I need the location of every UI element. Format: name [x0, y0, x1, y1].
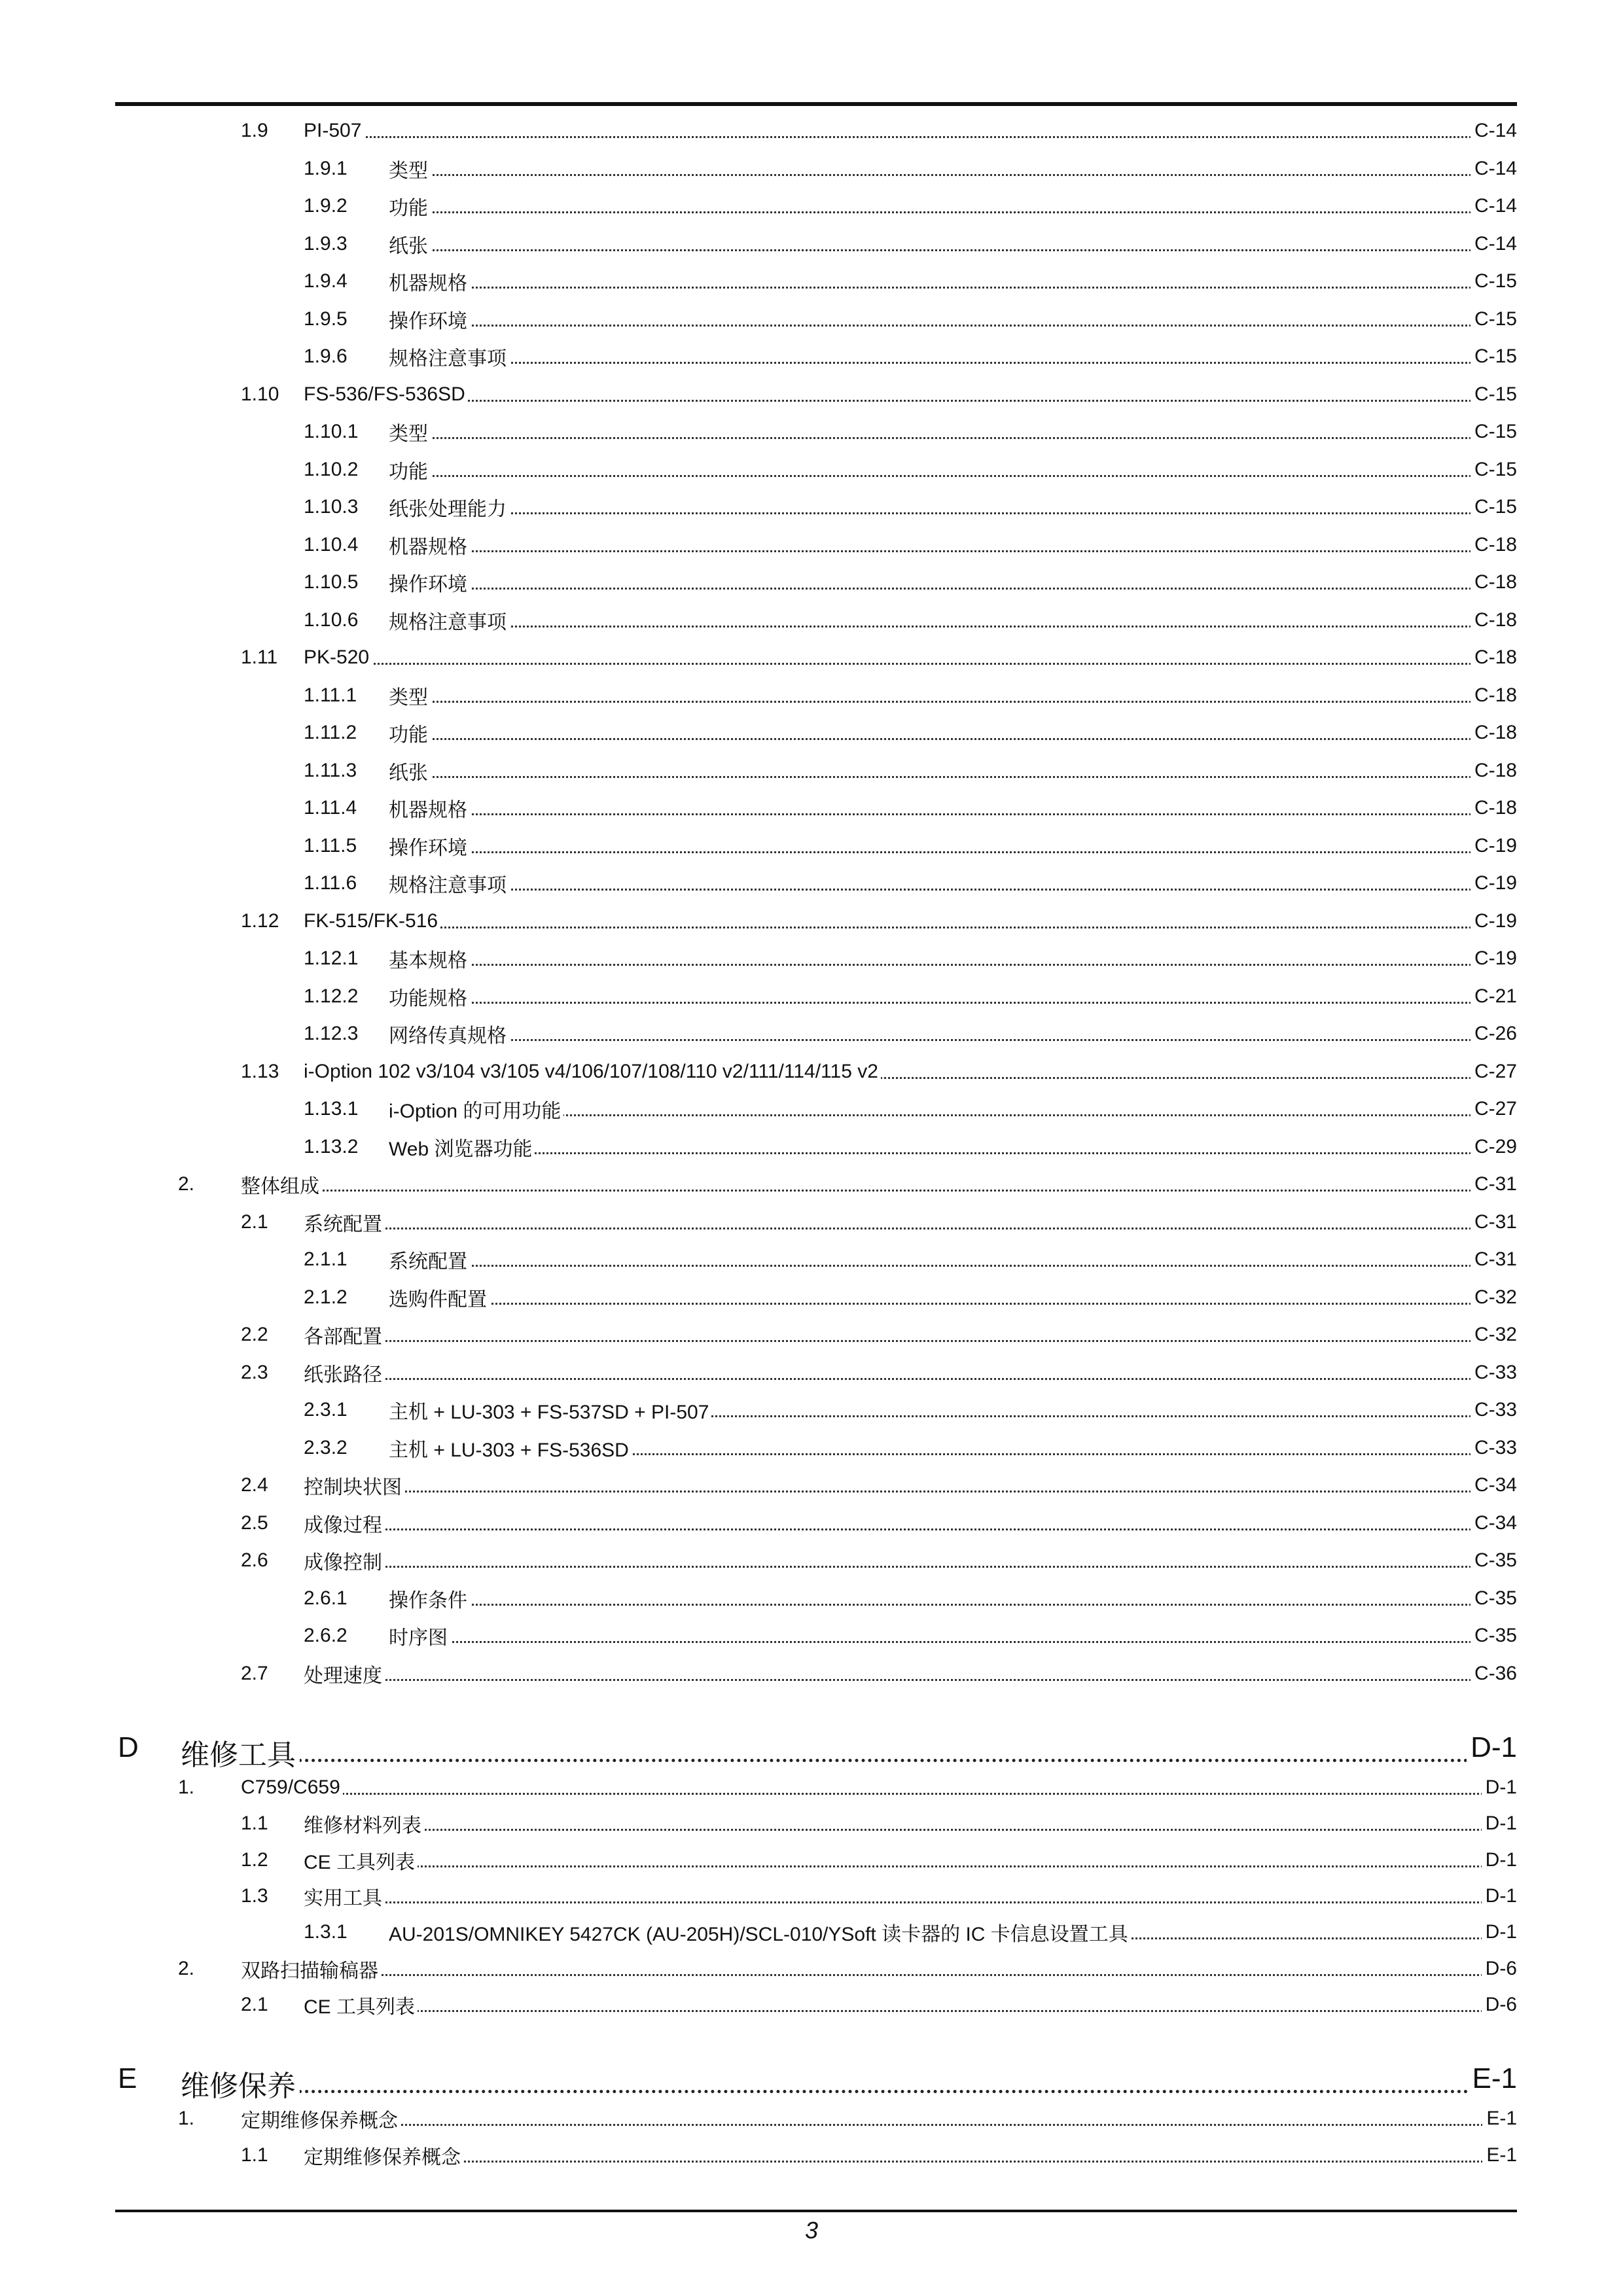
- toc-entry[interactable]: [0, 1394, 1623, 1426]
- dot-leader: [389, 361, 1514, 364]
- toc-entry-page: C-15: [1471, 308, 1517, 330]
- toc-entry[interactable]: [0, 1207, 1623, 1238]
- toc-entry[interactable]: [0, 567, 1623, 598]
- toc-entry[interactable]: [0, 153, 1623, 185]
- toc-entry-title: 定期维修保养概念: [304, 2141, 463, 2170]
- toc-entry[interactable]: [0, 1244, 1623, 1275]
- toc-entry-page: D-6: [1482, 1994, 1517, 2016]
- toc-entry[interactable]: [0, 2140, 1623, 2171]
- toc-entry[interactable]: [0, 454, 1623, 486]
- toc-entry[interactable]: [0, 266, 1623, 297]
- toc-entry-title: 基本规格: [389, 944, 470, 973]
- dot-leader: [304, 398, 1514, 402]
- toc-entry[interactable]: [0, 1808, 1623, 1839]
- toc-entry-number: 2.: [178, 1958, 195, 1979]
- toc-entry[interactable]: [0, 1989, 1623, 2021]
- toc-entry-page: C-34: [1471, 1474, 1517, 1496]
- toc-entry[interactable]: [0, 1845, 1623, 1876]
- toc-entry-title: i-Option 的可用功能: [389, 1095, 563, 1123]
- dot-leader: [389, 963, 1514, 966]
- section-title: 维修保养: [181, 2062, 300, 2104]
- toc-entry-number: 1.: [178, 2108, 195, 2129]
- toc-entry-number: 2.1: [241, 1211, 268, 1233]
- toc-entry-page: C-32: [1471, 1324, 1517, 1346]
- dot-leader: [389, 624, 1514, 627]
- toc-entry[interactable]: [0, 190, 1623, 222]
- toc-entry-number: 2.1.1: [304, 1248, 348, 1270]
- toc-entry-page: E-1: [1482, 2108, 1517, 2130]
- toc-entry-title: 主机 + LU-303 + FS-536SD: [389, 1434, 632, 1462]
- toc-entry-number: 1.9.5: [304, 308, 348, 330]
- toc-entry-page: D-1: [1482, 1849, 1517, 1871]
- toc-entry-page: C-36: [1471, 1663, 1517, 1685]
- toc-entry[interactable]: [0, 491, 1623, 523]
- toc-entry[interactable]: [0, 1319, 1623, 1351]
- toc-entry-page: C-19: [1471, 872, 1517, 894]
- toc-entry-page: C-33: [1471, 1399, 1517, 1421]
- toc-entry[interactable]: [0, 1093, 1623, 1125]
- toc-entry-number: 1.12.2: [304, 985, 359, 1007]
- dot-leader: [241, 2123, 1514, 2126]
- dot-leader: [304, 1489, 1514, 1492]
- toc-entry-number: 1.3.1: [304, 1921, 348, 1943]
- toc-entry[interactable]: [0, 680, 1623, 711]
- toc-entry-title: 纸张处理能力: [389, 493, 509, 521]
- toc-entry[interactable]: [0, 605, 1623, 636]
- toc-entry-page: C-19: [1471, 835, 1517, 857]
- toc-entry-title: 类型: [389, 417, 431, 446]
- toc-entry-page: D-6: [1482, 1958, 1517, 1980]
- dot-leader: [389, 210, 1514, 213]
- dot-leader: [304, 2009, 1514, 2012]
- toc-entry-title: 类型: [389, 681, 431, 710]
- toc-entry-number: 1.13.2: [304, 1136, 359, 1157]
- toc-entry-title: 操作环境: [389, 305, 470, 334]
- toc-entry-title: 操作条件: [389, 1584, 470, 1613]
- toc-entry[interactable]: [0, 868, 1623, 899]
- dot-leader: [389, 775, 1514, 778]
- toc-entry-title: 规格注意事项: [389, 342, 509, 371]
- toc-entry-title: i-Option 102 v3/104 v3/105 v4/106/107/108/110 v2/111/114/115 v2: [304, 1061, 881, 1083]
- toc-entry-page: C-35: [1471, 1587, 1517, 1610]
- dot-leader: [181, 2089, 1514, 2093]
- dot-leader: [389, 323, 1514, 327]
- section-page: D-1: [1467, 1731, 1517, 1764]
- dot-leader: [389, 737, 1514, 740]
- toc-entry-title: CE 工具列表: [304, 1846, 418, 1875]
- section-title: 维修工具: [181, 1731, 300, 1773]
- toc-entry-title: 整体组成: [241, 1170, 322, 1199]
- toc-entry-title: 机器规格: [389, 531, 470, 559]
- toc-entry[interactable]: [0, 1583, 1623, 1614]
- toc-entry-title: 机器规格: [389, 267, 470, 296]
- toc-entry-number: 1.10.1: [304, 421, 359, 442]
- toc-entry-number: 1.11.2: [304, 722, 357, 743]
- toc-entry-page: C-18: [1471, 646, 1517, 669]
- toc-entry-page: E-1: [1482, 2144, 1517, 2166]
- toc-entry-page: C-18: [1471, 534, 1517, 556]
- section-letter: E: [118, 2062, 137, 2094]
- toc-entry-title: 网络传真规格: [389, 1019, 509, 1048]
- toc-entry[interactable]: [0, 906, 1623, 937]
- toc-entry[interactable]: [0, 228, 1623, 260]
- header-rule: [115, 102, 1517, 106]
- toc-entry-page: C-14: [1471, 195, 1517, 217]
- toc-entry-page: C-21: [1471, 985, 1517, 1008]
- dot-leader: [389, 586, 1514, 590]
- dot-leader: [389, 173, 1514, 176]
- toc-entry[interactable]: [0, 1357, 1623, 1388]
- dot-leader: [304, 1339, 1514, 1342]
- toc-entry-number: 1.9.6: [304, 345, 348, 367]
- toc-entry-title: 功能: [389, 455, 431, 484]
- toc-entry-title: 系统配置: [389, 1245, 470, 1274]
- dot-leader: [389, 1301, 1514, 1305]
- dot-leader: [241, 1188, 1514, 1192]
- toc-entry-title: AU-201S/OMNIKEY 5427CK (AU-205H)/SCL-010/YSoft 读卡器的 IC 卡信息设置工具: [389, 1918, 1131, 1947]
- toc-entry-number: 1.2: [241, 1849, 268, 1871]
- toc-entry[interactable]: [0, 792, 1623, 824]
- toc-entry-title: 实用工具: [304, 1882, 385, 1911]
- dot-leader: [389, 474, 1514, 477]
- toc-entry[interactable]: [0, 1131, 1623, 1163]
- toc-entry-title: PI-507: [304, 120, 364, 142]
- toc-entry[interactable]: [0, 1620, 1623, 1651]
- toc-entry[interactable]: [0, 1881, 1623, 1912]
- toc-entry-title: Web 浏览器功能: [389, 1133, 535, 1161]
- toc-entry-title: 控制块状图: [304, 1471, 404, 1500]
- toc-entry[interactable]: [0, 1658, 1623, 1689]
- dot-leader: [389, 436, 1514, 439]
- section-heading[interactable]: [0, 2058, 1623, 2100]
- toc-entry-title: 系统配置: [304, 1208, 385, 1237]
- toc-entry-number: 2.1.2: [304, 1286, 348, 1308]
- toc-entry-page: C-15: [1471, 345, 1517, 368]
- toc-entry[interactable]: [0, 943, 1623, 974]
- toc-entry-number: 1.10.3: [304, 496, 359, 518]
- section-heading[interactable]: [0, 1727, 1623, 1769]
- toc-entry-number: 1.11.1: [304, 684, 357, 706]
- toc-entry[interactable]: [0, 1432, 1623, 1464]
- toc-entry-number: 1.11.6: [304, 872, 357, 894]
- toc-entry[interactable]: [0, 341, 1623, 372]
- toc-entry-number: 1.10.6: [304, 609, 359, 631]
- toc-entry-title: FK-515/FK-516: [304, 910, 440, 932]
- toc-entry-page: C-27: [1471, 1098, 1517, 1120]
- toc-entry-page: C-34: [1471, 1512, 1517, 1534]
- toc-entry-page: C-15: [1471, 421, 1517, 443]
- toc-entry-title: 操作环境: [389, 568, 470, 597]
- toc-entry-number: 2.6.2: [304, 1625, 348, 1646]
- dot-leader: [304, 2159, 1514, 2163]
- dot-leader: [304, 1377, 1514, 1380]
- dot-leader: [389, 850, 1514, 853]
- toc-entry-title: 类型: [389, 154, 431, 183]
- toc-entry-page: C-35: [1471, 1625, 1517, 1647]
- toc-entry-title: 纸张路径: [304, 1358, 385, 1387]
- toc-entry-page: C-18: [1471, 760, 1517, 782]
- toc-entry-page: C-19: [1471, 910, 1517, 932]
- toc-entry-page: C-35: [1471, 1549, 1517, 1572]
- toc-entry-page: C-15: [1471, 459, 1517, 481]
- toc-entry-page: C-29: [1471, 1136, 1517, 1158]
- toc-entry-number: 2.4: [241, 1474, 268, 1496]
- toc-entry-number: 1.11.3: [304, 760, 357, 781]
- toc-entry-page: C-31: [1471, 1211, 1517, 1233]
- toc-entry[interactable]: [0, 416, 1623, 448]
- toc-entry-title: 规格注意事项: [389, 869, 509, 898]
- toc-entry-page: D-1: [1482, 1776, 1517, 1799]
- toc-entry[interactable]: [0, 1470, 1623, 1501]
- toc-entry-number: 1.9: [241, 120, 268, 141]
- toc-entry-number: 1.10: [241, 383, 279, 405]
- toc-entry-page: C-18: [1471, 722, 1517, 744]
- dot-leader: [304, 1527, 1514, 1530]
- toc-entry[interactable]: [0, 1508, 1623, 1539]
- toc-entry-page: C-18: [1471, 609, 1517, 631]
- toc-entry-title: 规格注意事项: [389, 606, 509, 635]
- toc-entry-number: 1.9.4: [304, 270, 348, 292]
- toc-entry[interactable]: [0, 642, 1623, 673]
- dot-leader: [389, 1640, 1514, 1643]
- toc-entry[interactable]: [0, 1916, 1623, 1948]
- toc-entry-number: 1.11: [241, 646, 278, 668]
- toc-entry[interactable]: [0, 1282, 1623, 1313]
- dot-leader: [389, 1151, 1514, 1154]
- dot-leader: [304, 1226, 1514, 1229]
- toc-entry[interactable]: [0, 1169, 1623, 1200]
- toc-entry[interactable]: [0, 529, 1623, 561]
- toc-entry-title: 机器规格: [389, 794, 470, 822]
- toc-entry-number: 2.6: [241, 1549, 268, 1571]
- dot-leader: [389, 887, 1514, 891]
- toc-entry-page: C-18: [1471, 797, 1517, 819]
- toc-entry-number: 1.10.4: [304, 534, 359, 556]
- toc-entry-number: 1.10.5: [304, 571, 359, 593]
- page-number: 3: [804, 2217, 819, 2244]
- dot-leader: [389, 1038, 1514, 1041]
- toc-entry-title: 纸张: [389, 230, 431, 258]
- toc-entry-number: 1.12.1: [304, 947, 359, 969]
- toc-entry-number: 1.10.2: [304, 459, 359, 480]
- toc-entry-number: 1.3: [241, 1885, 268, 1907]
- toc-entry[interactable]: [0, 755, 1623, 786]
- dot-leader: [241, 1792, 1514, 1795]
- toc-entry-number: 1.13: [241, 1061, 279, 1082]
- dot-leader: [389, 812, 1514, 815]
- toc-entry-page: C-27: [1471, 1061, 1517, 1083]
- footer-rule: [115, 2210, 1517, 2212]
- toc-entry-number: 2.3.1: [304, 1399, 348, 1421]
- dot-leader: [304, 925, 1514, 928]
- toc-entry-number: 1.9.2: [304, 195, 348, 217]
- toc-entry-page: C-26: [1471, 1023, 1517, 1045]
- toc-entry[interactable]: [0, 1545, 1623, 1576]
- dot-leader: [389, 1000, 1514, 1004]
- toc-entry-number: 2.7: [241, 1663, 268, 1684]
- dot-leader: [389, 1602, 1514, 1606]
- toc-entry-number: 2.6.1: [304, 1587, 348, 1609]
- toc-entry-number: 2.5: [241, 1512, 268, 1534]
- toc-entry-number: 1.12: [241, 910, 279, 932]
- toc-entry-page: D-1: [1482, 1812, 1517, 1835]
- toc-entry-title: 各部配置: [304, 1320, 385, 1349]
- toc-entry-title: 定期维修保养概念: [241, 2104, 401, 2133]
- toc-entry-page: C-15: [1471, 496, 1517, 518]
- toc-entry[interactable]: [0, 115, 1623, 147]
- toc-entry-page: D-1: [1482, 1921, 1517, 1943]
- toc-entry-title: 处理速度: [304, 1659, 385, 1688]
- toc-entry-title: 功能规格: [389, 982, 470, 1011]
- toc-entry[interactable]: [0, 981, 1623, 1012]
- dot-leader: [389, 511, 1514, 514]
- toc-entry-title: FS-536/FS-536SD: [304, 383, 468, 406]
- dot-leader: [389, 1263, 1514, 1267]
- toc-entry-page: C-19: [1471, 947, 1517, 970]
- dot-leader: [389, 549, 1514, 552]
- toc-entry-page: C-33: [1471, 1437, 1517, 1459]
- toc-entry-title: 时序图: [389, 1621, 450, 1650]
- toc-entry-number: 2.: [178, 1173, 195, 1195]
- dot-leader: [304, 135, 1514, 138]
- toc-entry-page: C-18: [1471, 571, 1517, 593]
- toc-entry-title: 成像控制: [304, 1546, 385, 1575]
- toc-entry[interactable]: [0, 830, 1623, 862]
- toc-entry[interactable]: [0, 2103, 1623, 2134]
- toc-entry[interactable]: [0, 1056, 1623, 1087]
- toc-entry-title: 维修材料列表: [304, 1809, 424, 1838]
- toc-entry-page: C-18: [1471, 684, 1517, 707]
- toc-entry[interactable]: [0, 1018, 1623, 1050]
- dot-leader: [241, 1973, 1514, 1976]
- dot-leader: [389, 248, 1514, 251]
- toc-entry[interactable]: [0, 379, 1623, 410]
- toc-entry-page: C-15: [1471, 270, 1517, 292]
- toc-entry-page: C-14: [1471, 120, 1517, 142]
- toc-entry-page: C-31: [1471, 1173, 1517, 1195]
- toc-entry-number: 2.2: [241, 1324, 268, 1345]
- toc-entry-page: C-33: [1471, 1362, 1517, 1384]
- toc-entry-page: C-14: [1471, 158, 1517, 180]
- toc-entry-number: 1.1: [241, 2144, 268, 2166]
- dot-leader: [304, 662, 1514, 665]
- toc-entry-title: CE 工具列表: [304, 1990, 418, 2019]
- dot-leader: [304, 1828, 1514, 1831]
- toc-entry-page: C-32: [1471, 1286, 1517, 1309]
- toc-entry-number: 1.1: [241, 1812, 268, 1834]
- section-page: E-1: [1469, 2062, 1517, 2095]
- toc-entry-title: 功能: [389, 718, 431, 747]
- toc-entry-number: 1.: [178, 1776, 195, 1798]
- toc-entry-number: 2.3.2: [304, 1437, 348, 1458]
- toc-entry-page: C-15: [1471, 383, 1517, 406]
- toc-entry[interactable]: [0, 304, 1623, 335]
- dot-leader: [389, 285, 1514, 289]
- toc-entry-title: 成像过程: [304, 1509, 385, 1538]
- toc-entry-title: 双路扫描输稿器: [241, 1954, 381, 1983]
- toc-entry-title: 功能: [389, 192, 431, 221]
- dot-leader: [304, 1564, 1514, 1568]
- dot-leader: [304, 1678, 1514, 1681]
- toc-entry-number: 1.11.5: [304, 835, 357, 857]
- toc-entry-number: 1.13.1: [304, 1098, 359, 1120]
- dot-leader: [304, 1864, 1514, 1867]
- toc-entry[interactable]: [0, 717, 1623, 749]
- toc-entry-number: 1.12.3: [304, 1023, 359, 1044]
- toc-entry-number: 2.1: [241, 1994, 268, 2015]
- toc-entry-title: 主机 + LU-303 + FS-537SD + PI-507: [389, 1396, 711, 1424]
- toc-entry[interactable]: [0, 1772, 1623, 1803]
- section-letter: D: [118, 1731, 139, 1763]
- toc-entry-title: 纸张: [389, 756, 431, 785]
- toc-entry-number: 1.9.1: [304, 158, 348, 179]
- toc-entry[interactable]: [0, 1953, 1623, 1985]
- dot-leader: [181, 1757, 1514, 1762]
- dot-leader: [304, 1900, 1514, 1903]
- toc-entry-title: 操作环境: [389, 832, 470, 860]
- toc-entry-page: C-14: [1471, 233, 1517, 255]
- toc-entry-title: PK-520: [304, 646, 372, 669]
- dot-leader: [389, 699, 1514, 703]
- toc-entry-page: D-1: [1482, 1885, 1517, 1907]
- toc-entry-number: 1.11.4: [304, 797, 357, 819]
- toc-entry-title: C759/C659: [241, 1776, 343, 1799]
- toc-entry-title: 选购件配置: [389, 1283, 490, 1312]
- toc-entry-number: 2.3: [241, 1362, 268, 1383]
- toc-entry-page: C-31: [1471, 1248, 1517, 1271]
- toc-entry-number: 1.9.3: [304, 233, 348, 255]
